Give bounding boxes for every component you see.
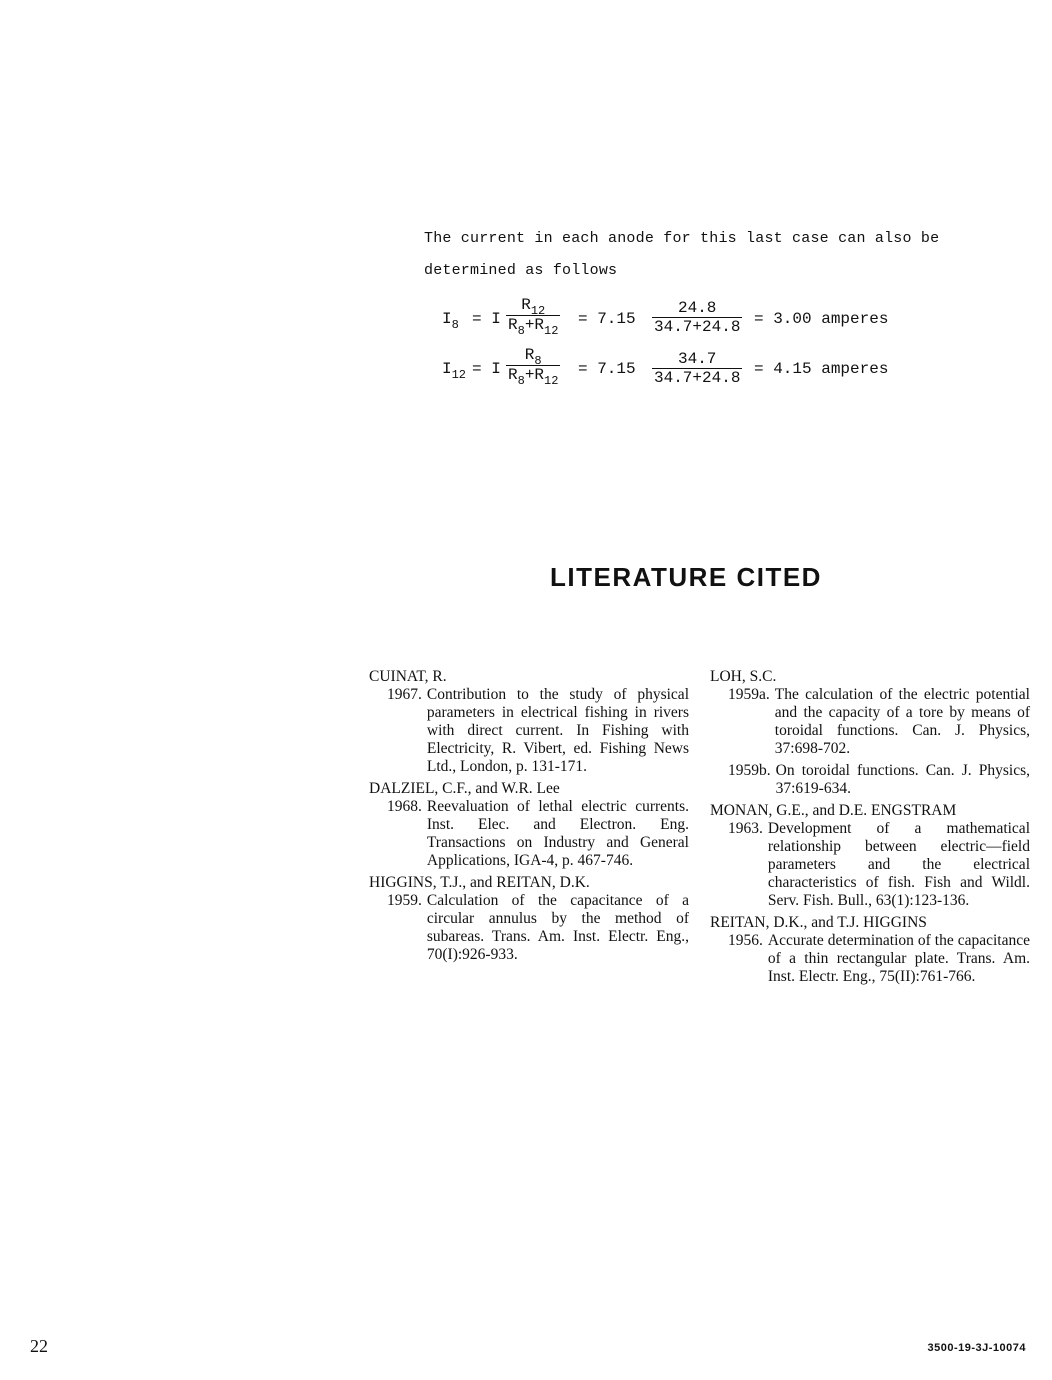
reference-author: DALZIEL, C.F., and W.R. Lee [369, 780, 560, 797]
reference-year: 1959a. [728, 686, 770, 703]
reference-author: MONAN, G.E., and D.E. ENGSTRAM [710, 802, 957, 819]
eq-numeric-fraction: $\frac{24.8}{34.7+24.8}$ [654, 299, 741, 336]
reference-author: LOH, S.C. [710, 668, 777, 685]
reference-year: 1959b. [728, 762, 771, 779]
equation-i12 [442, 344, 902, 400]
eq-result: = 3.00 amperes [754, 310, 889, 328]
reference-cuinat [369, 668, 689, 776]
references-right-column [710, 668, 1030, 990]
reference-text: Accurate determination of the capacitance of a thin rectangular plate. Trans. Am. Inst. Electr. Eng., 75(II):761-766. [767, 932, 1030, 985]
eq-symbolic-fraction: $\frac{R_8}{R_8+R_{12}}$ [508, 346, 559, 388]
reference-entry [710, 820, 1030, 910]
section-title: LITERATURE CITED [550, 562, 822, 592]
reference-loh [710, 668, 1030, 798]
reference-text: Contribution to the study of physical parameters in electrical fishing in rivers with direct current. In Fishing with Electricity, R. Vibert, ed. Fishing News Ltd., London, p. 131-171. [426, 686, 689, 775]
reference-entry [710, 932, 1030, 986]
reference-text: Development of a mathematical relationship between electric—field parameters and the electrical characteristics of fish. Fish and Wildl. Serv. Fish. Bull., 63(1):123-136. [767, 820, 1030, 909]
reference-monan [710, 802, 1030, 910]
eq-result: = 4.15 amperes [754, 360, 889, 378]
eq-lhs: $I_8$ [442, 310, 459, 332]
reference-year: 1959. [387, 892, 422, 909]
reference-author: CUINAT, R. [369, 668, 447, 685]
reference-text: The calculation of the electric potential and the capacity of a tore by means of toroidal functions. Can. J. Physics, 37:698-702. [774, 686, 1030, 757]
reference-year: 1968. [387, 798, 422, 815]
eq-equals-i: = I [472, 360, 501, 378]
eq-lhs: $I_{12}$ [442, 360, 467, 382]
reference-entry [369, 798, 689, 870]
reference-year: 1963. [728, 820, 763, 837]
reference-entry [369, 892, 689, 964]
reference-year: 1956. [728, 932, 763, 949]
reference-entry [369, 686, 689, 776]
reference-text: Reevaluation of lethal electric currents. Inst. Elec. and Electron. Eng. Transactions on Industry and General Applications, IGA-4, p. 467-746. [426, 798, 689, 869]
reference-text: On toroidal functions. Can. J. Physics, 37:619-634. [775, 762, 1030, 797]
eq-coefficient: = 7.15 [578, 310, 636, 328]
document-code: 3500-19-3J-10074 [927, 1342, 1026, 1354]
page-number: 22 [30, 1336, 48, 1356]
eq-equals-i: = I [472, 310, 501, 328]
reference-year: 1967. [387, 686, 422, 703]
intro-line-2: determined as follows [424, 262, 618, 279]
reference-reitan [710, 914, 1030, 986]
eq-numeric-fraction: $\frac{34.7}{34.7+24.8}$ [654, 350, 741, 387]
reference-dalziel [369, 780, 689, 870]
reference-entry [710, 686, 1030, 758]
reference-higgins [369, 874, 689, 964]
eq-symbolic-fraction: $\frac{R_{12}}{R_8+R_{12}}$ [508, 296, 559, 338]
reference-author: REITAN, D.K., and T.J. HIGGINS [710, 914, 927, 931]
reference-author: HIGGINS, T.J., and REITAN, D.K. [369, 874, 590, 891]
intro-line-1: The current in each anode for this last case can also be [424, 230, 940, 247]
reference-entry [710, 762, 1030, 798]
references-left-column [369, 668, 689, 968]
eq-coefficient: = 7.15 [578, 360, 636, 378]
reference-text: Calculation of the capacitance of a circular annulus by the method of subareas. Trans. Am. Inst. Electr. Eng., 70(I):926-933. [426, 892, 689, 963]
